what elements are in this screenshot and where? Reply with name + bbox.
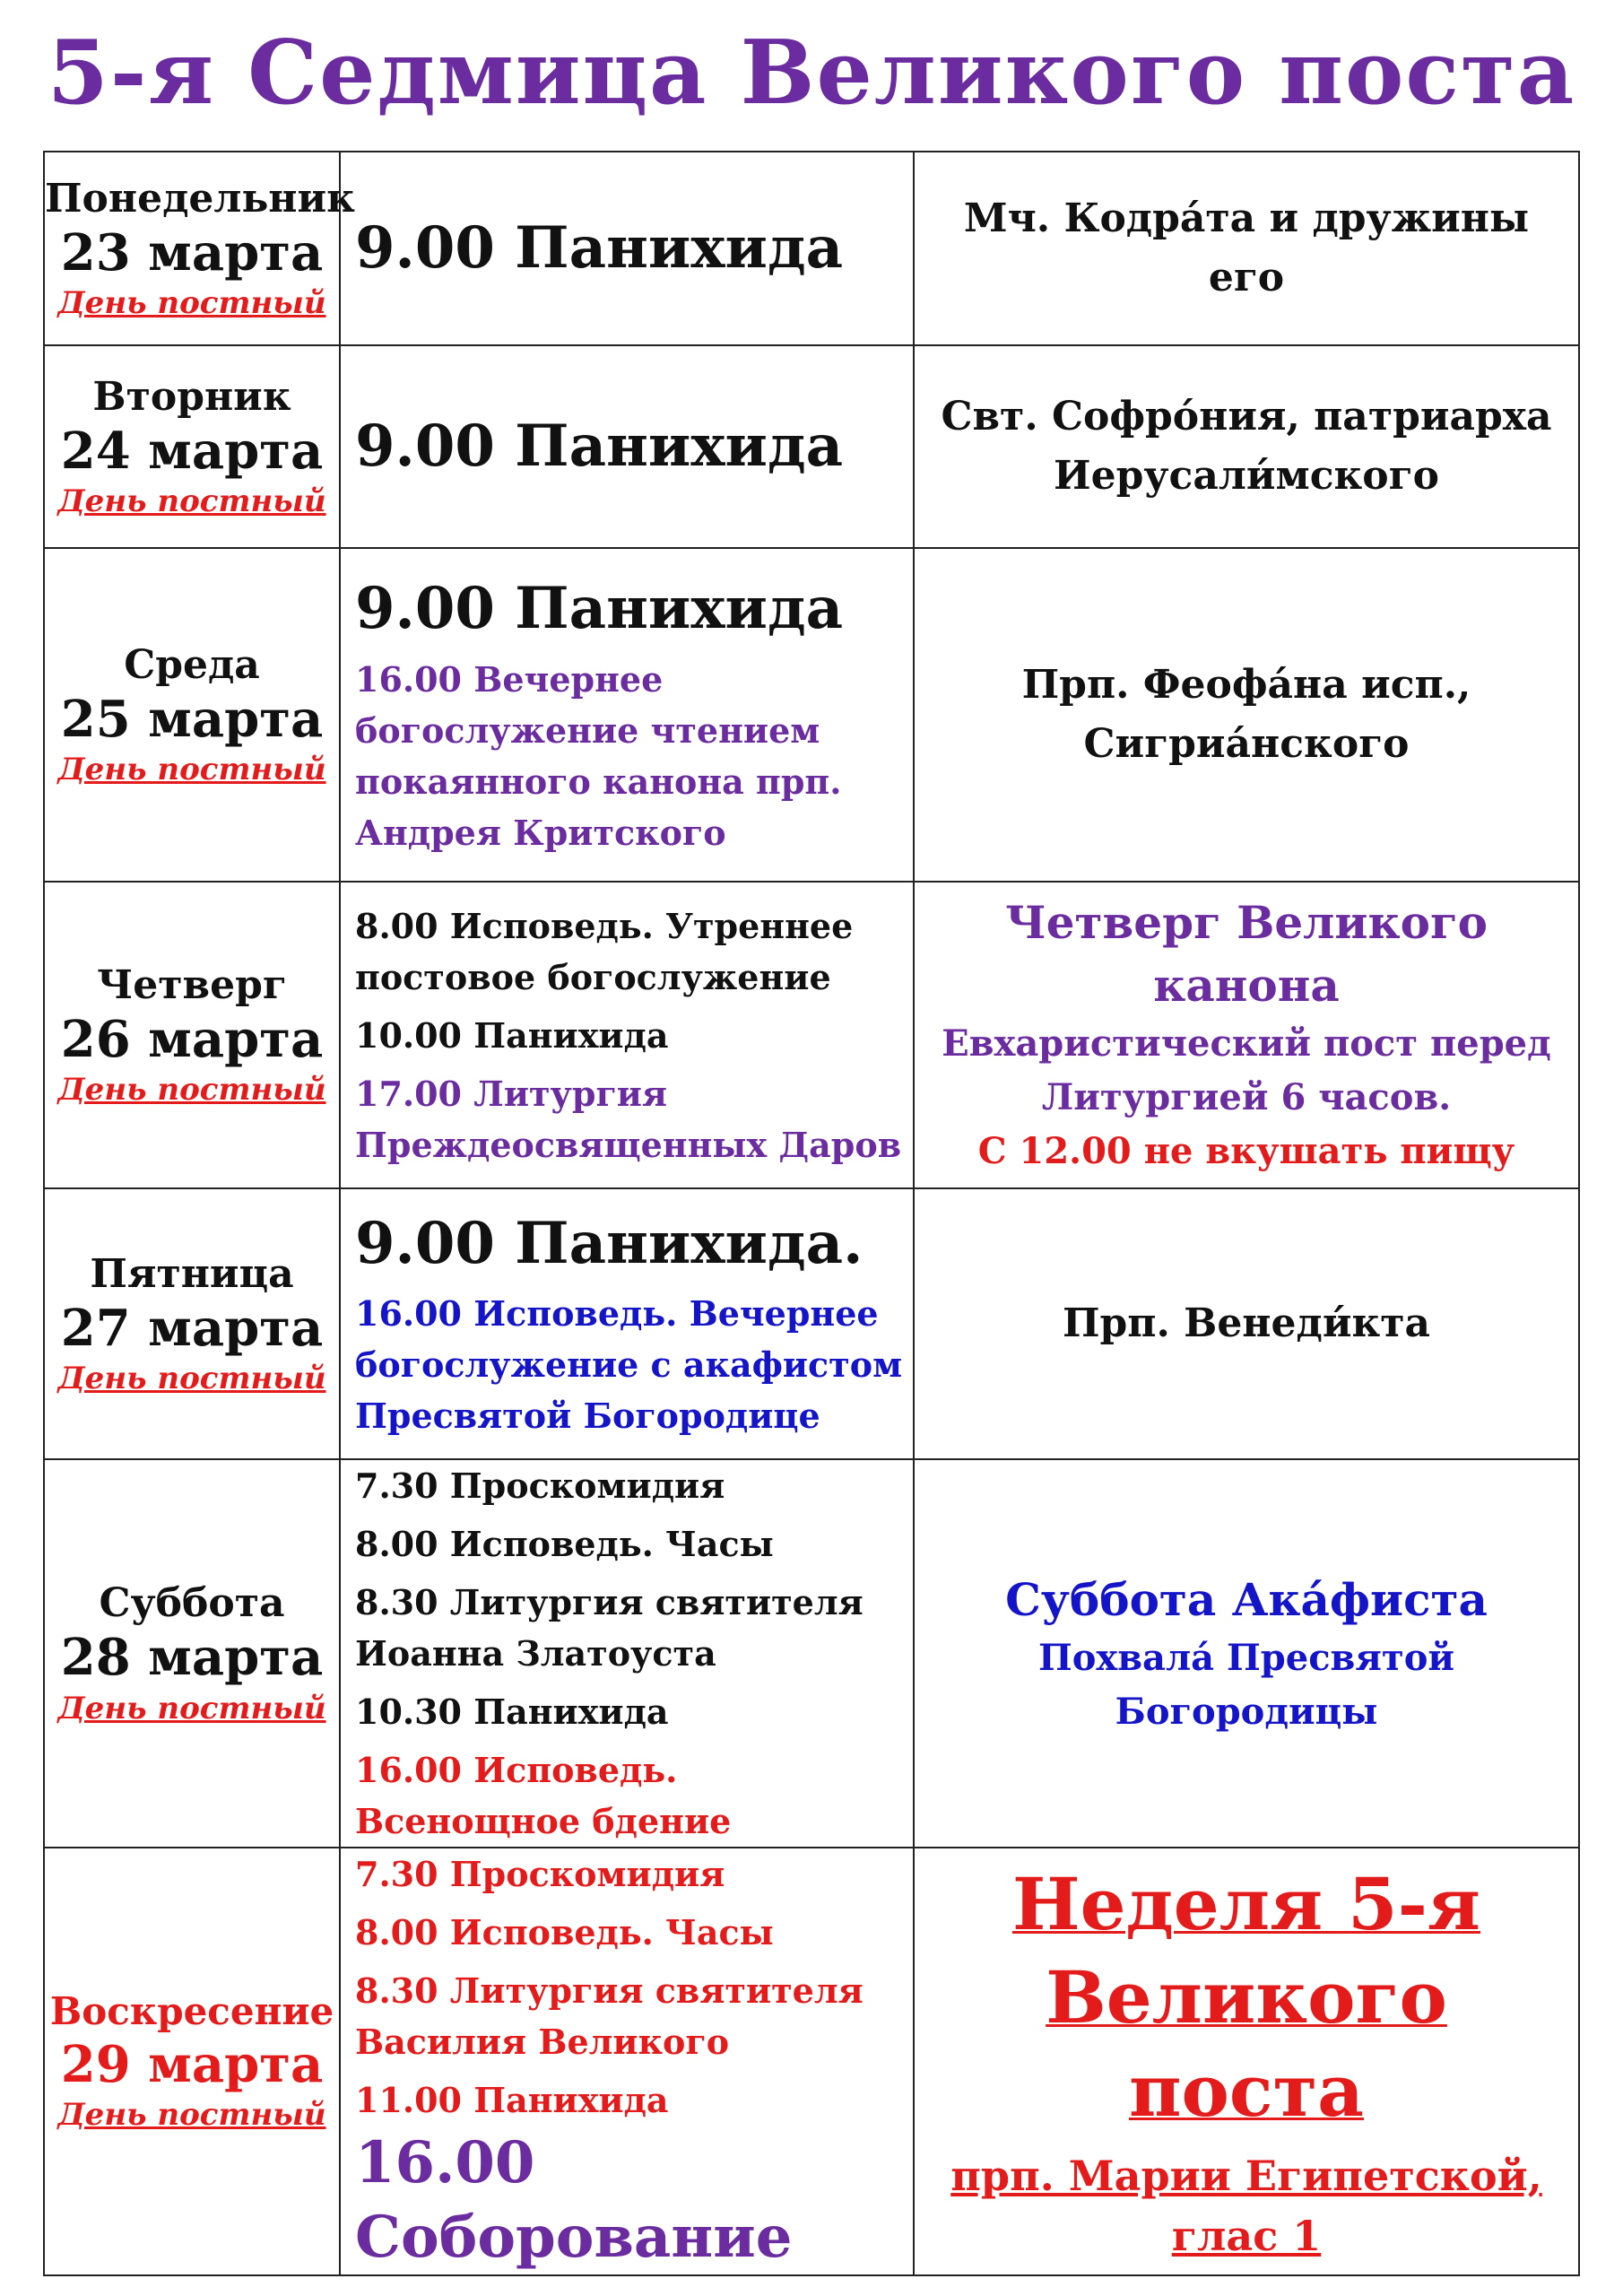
service-item: 10.00 Панихида — [355, 1014, 669, 1056]
services-cell — [340, 345, 914, 548]
service-item: 9.00 Панихида. — [355, 1209, 864, 1277]
feast-text: прп. Марии Египетской, глас 1 — [950, 2152, 1542, 2260]
weekday-label: Вторник — [92, 373, 291, 420]
fast-day-label: День постный — [57, 285, 326, 321]
feast-cell — [914, 1848, 1579, 2275]
service-item: 16.00 Исповедь. Вечернее богослужение с акафистом Пресвятой Богородице — [355, 1293, 903, 1437]
weekday-label: Понедельник — [45, 175, 355, 222]
weekday-label: Среда — [124, 641, 260, 688]
weekday-label: Четверг — [97, 961, 287, 1008]
service-item: 8.00 Исповедь. Часы — [355, 1912, 774, 1952]
feast-cell — [914, 882, 1579, 1188]
day-cell — [44, 345, 340, 548]
weekday-label: Воскресение — [49, 1988, 334, 2033]
service-item: 7.30 Проскомидия — [355, 1854, 725, 1894]
schedule-row — [44, 882, 1579, 1188]
feast-cell — [914, 548, 1579, 882]
feast-text: Суббота Ака́фиста — [1005, 1572, 1488, 1626]
services-cell — [340, 1459, 914, 1848]
feast-text: Похвала́ Пресвятой Богородицы — [1037, 1636, 1455, 1733]
date-label: 27 марта — [60, 1298, 324, 1358]
schedule-table — [43, 151, 1580, 2276]
weekday-label: Суббота — [99, 1580, 285, 1627]
service-item: 17.00 Литургия Преждеосвященных Даров — [355, 1073, 902, 1165]
service-item: 8.30 Литургия святителя Василия Великого — [355, 1970, 864, 2062]
service-item: 10.30 Панихида — [355, 1692, 669, 1732]
fast-day-label: День постный — [57, 1361, 326, 1396]
feast-text: Мч. Кодра́та и дружины его — [963, 196, 1530, 300]
day-cell — [44, 1188, 340, 1459]
fast-day-label: День постный — [57, 2097, 326, 2134]
fast-day-label: День постный — [57, 483, 326, 519]
service-item: 16.00 Вечернее богослужение чтением покаянного канона прп. Андрея Критского — [355, 658, 842, 853]
services-cell — [340, 548, 914, 882]
feast-cell — [914, 152, 1579, 345]
feast-text: Евхаристический пост перед Литургией 6 часов. — [942, 1022, 1551, 1118]
service-item: 9.00 Панихида — [355, 413, 844, 481]
fast-day-label: День постный — [57, 1072, 326, 1108]
schedule-row — [44, 152, 1579, 345]
date-label: 24 марта — [60, 421, 324, 481]
service-item: 9.00 Панихида — [355, 214, 844, 283]
service-item: 9.00 Панихида — [355, 575, 844, 643]
schedule-row — [44, 345, 1579, 548]
day-cell — [44, 1459, 340, 1848]
date-label: 25 марта — [60, 689, 324, 749]
date-label: 28 марта — [60, 1628, 324, 1688]
day-cell — [44, 152, 355, 345]
service-item: 7.30 Проскомидия — [355, 1465, 725, 1506]
date-label: 23 марта — [60, 222, 324, 283]
day-cell — [44, 548, 340, 882]
schedule-row — [44, 548, 1579, 882]
feast-cell — [914, 1188, 1579, 1459]
service-item: 8.30 Литургия святителя Иоанна Златоуста — [355, 1582, 864, 1674]
service-item: 16.00 Исповедь. Всенощное бдение — [355, 1750, 732, 1841]
services-cell — [340, 882, 914, 1188]
date-label: 29 марта — [60, 2035, 324, 2095]
schedule-row — [44, 1459, 1579, 1848]
weekday-label: Пятница — [90, 1250, 294, 1297]
feast-text: Неделя 5-я Великого поста — [1011, 1862, 1481, 2133]
feast-text: Четверг Великого канона — [1005, 896, 1488, 1012]
feast-text: С 12.00 не вкушать пищу — [977, 1130, 1515, 1172]
service-item: 8.00 Исповедь. Утреннее постовое богослужение — [355, 905, 854, 997]
feast-text: Прп. Феофа́на исп., Сигриа́нского — [1021, 662, 1471, 767]
feast-text: Свт. Софро́ния, патриарха Иерусали́мского — [941, 394, 1552, 499]
date-label: 26 марта — [60, 1009, 324, 1069]
day-cell — [44, 1848, 340, 2275]
feast-text: Прп. Венеди́кта — [1062, 1300, 1431, 1346]
fast-day-label: День постный — [57, 752, 326, 787]
schedule-row — [44, 1188, 1579, 1459]
fast-day-label: День постный — [57, 1690, 326, 1726]
service-item: 8.00 Исповедь. Часы — [355, 1524, 774, 1564]
feast-cell — [914, 1459, 1579, 1848]
services-cell — [340, 1848, 914, 2275]
day-cell — [44, 882, 340, 1188]
schedule-body — [44, 152, 1579, 2275]
feast-cell — [914, 345, 1579, 548]
service-item: 11.00 Панихида — [355, 2080, 669, 2120]
schedule-row — [44, 1848, 1579, 2275]
services-cell — [340, 152, 914, 345]
page-title: 5-я Седмица Великого поста — [47, 22, 1576, 125]
services-cell — [340, 1188, 914, 1459]
service-item: 16.00 Соборование — [355, 2129, 793, 2272]
